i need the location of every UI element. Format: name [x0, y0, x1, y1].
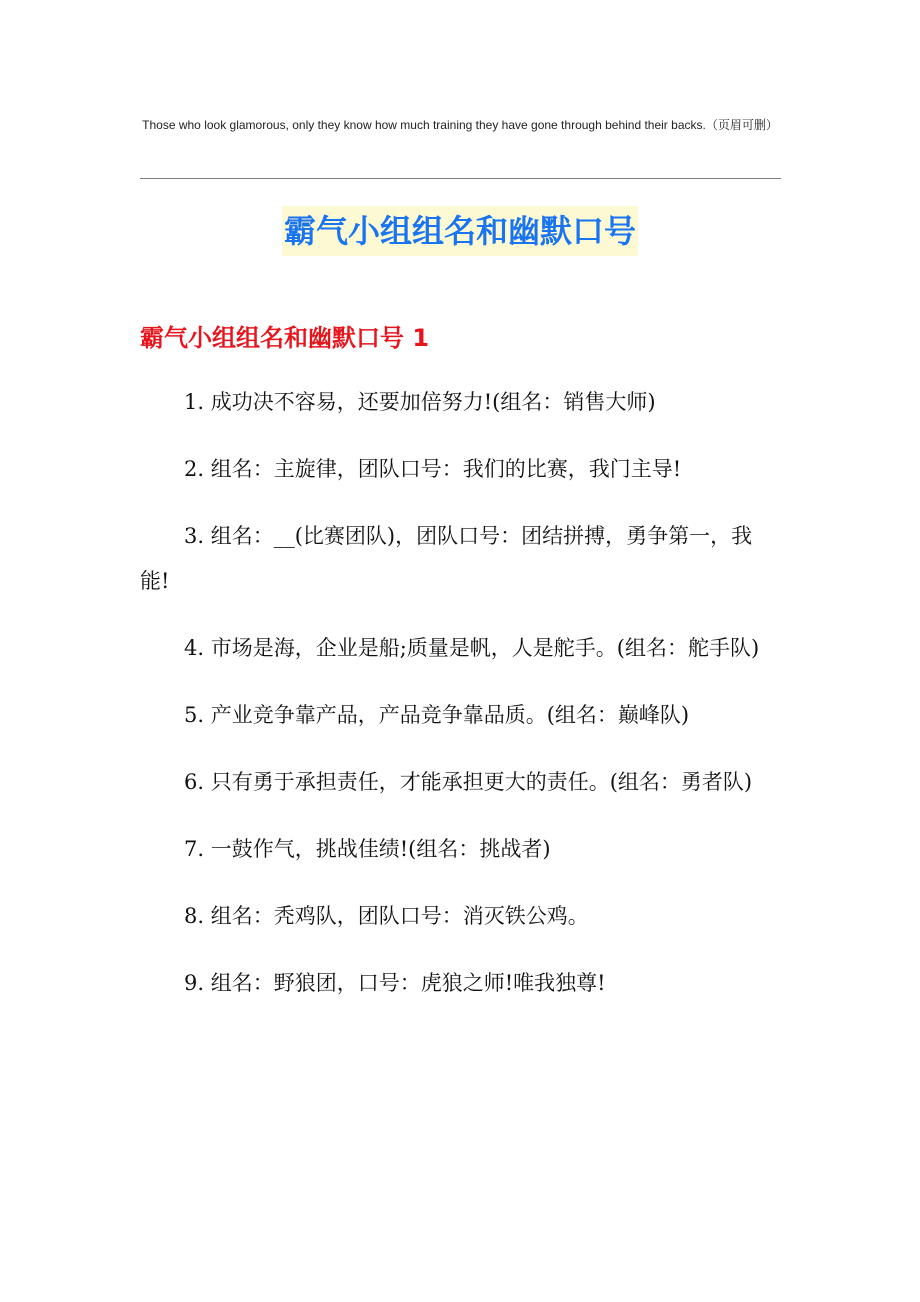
item-text: 成功决不容易，还要加倍努力!(组名：销售大师) [210, 390, 656, 414]
list-item [140, 514, 780, 604]
item-number: 4. [184, 636, 205, 660]
item-text: 只有勇于承担责任，才能承担更大的责任。(组名：勇者队) [210, 770, 753, 794]
list-item [140, 693, 780, 738]
slogan-list [140, 380, 780, 1028]
section-heading: 霸气小组组名和幽默口号 1 [140, 324, 430, 352]
item-text: 产业竞争靠产品，产品竞争靠品质。(组名：巅峰队) [210, 703, 690, 727]
list-item [140, 380, 780, 425]
item-number: 2. [184, 457, 205, 481]
item-text: 组名：野狼团，口号：虎狼之师!唯我独尊! [210, 971, 606, 995]
item-text: 市场是海，企业是船;质量是帆，人是舵手。(组名：舵手队) [210, 636, 760, 660]
list-item [140, 827, 780, 872]
list-item [140, 961, 780, 1006]
item-number: 7. [184, 837, 205, 861]
item-number: 6. [184, 770, 205, 794]
list-item [140, 894, 780, 939]
item-number: 3. [184, 524, 205, 548]
item-text: 组名：秃鸡队，团队口号：消灭铁公鸡。 [210, 904, 589, 928]
item-number: 5. [184, 703, 205, 727]
title-container [0, 206, 920, 256]
item-text: 组名：主旋律，团队口号：我们的比赛，我门主导! [210, 457, 682, 481]
page-header-note: Those who look glamorous, only they know how much training they have gone through behind their backs.（页眉可删） [142, 118, 778, 132]
list-item [140, 626, 780, 671]
item-text: 一鼓作气，挑战佳绩!(组名：挑战者) [210, 837, 551, 861]
item-number: 1. [184, 390, 205, 414]
list-item [140, 760, 780, 805]
item-number: 9. [184, 971, 205, 995]
header-divider [140, 178, 781, 179]
item-text: 组名：__(比赛团队)，团队口号：团结拼搏，勇争第一，我能! [140, 524, 753, 593]
document-title: 霸气小组组名和幽默口号 [282, 206, 638, 256]
item-number: 8. [184, 904, 205, 928]
list-item [140, 447, 780, 492]
